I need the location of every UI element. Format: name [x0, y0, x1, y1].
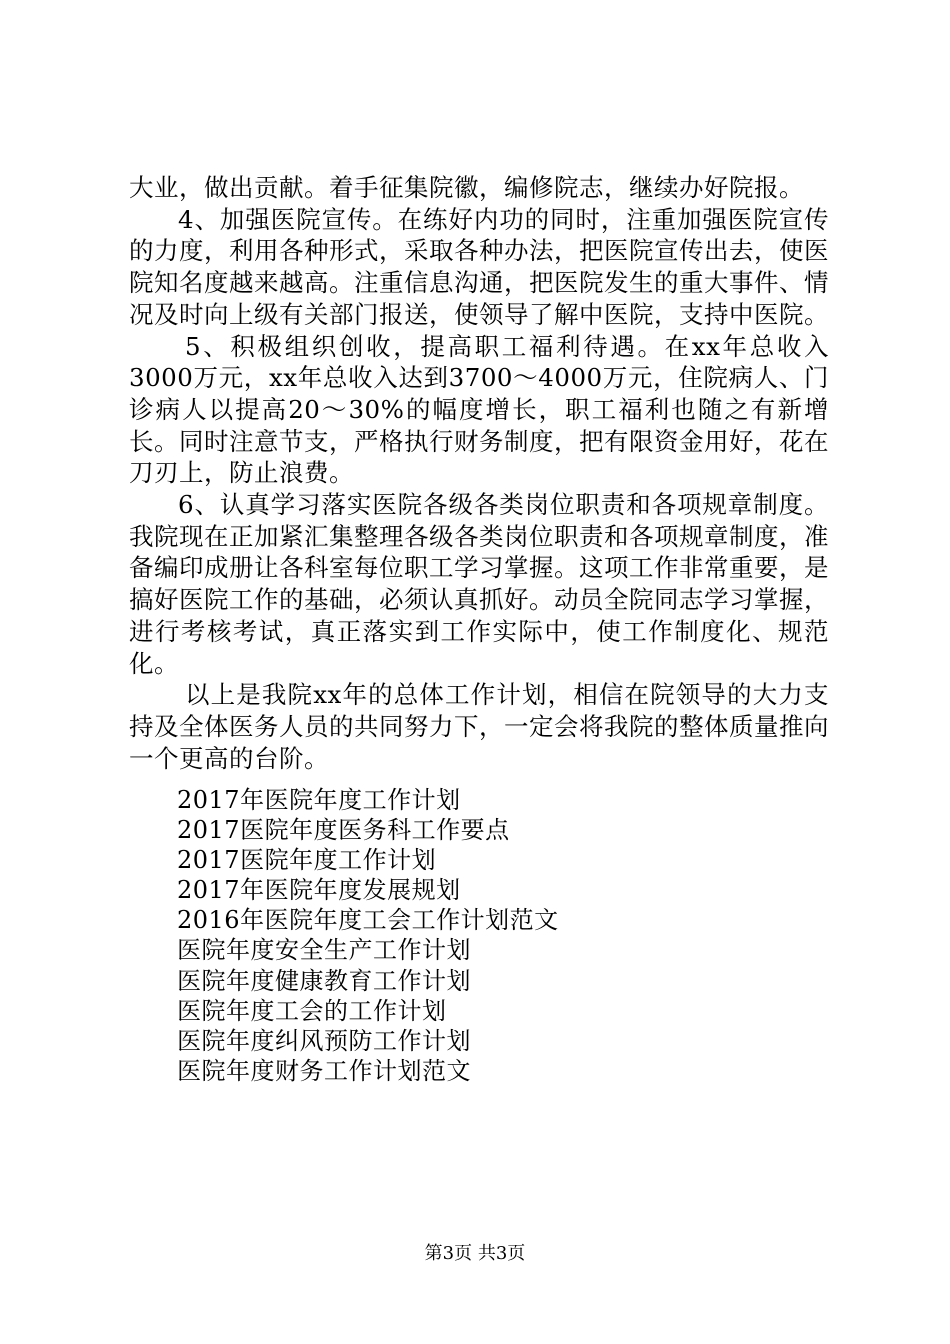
related-link[interactable]: 医院年度安全生产工作计划	[177, 936, 471, 965]
related-link[interactable]: 2017年医院年度发展规划	[177, 876, 461, 905]
paragraph-summary: 以上是我院xx年的总体工作计划，相信在院领导的大力支持及全体医务人员的共同努力下，一定会将我院的整体质量推向一个更高的台阶。	[129, 680, 829, 773]
paragraph-item-5: 5、积极组织创收，提高职工福利待遇。在xx年总收入3000万元，xx年总收入达到3700～4000万元，住院病人、门诊病人以提高20～30%的幅度增长，职工福利也随之有新增长。同时注意节支，严格执行财务制度，把有限资金用好，花在刀刃上，防止浪费。	[129, 331, 829, 488]
page-footer: 第3页 共3页	[424, 1243, 526, 1264]
related-link[interactable]: 医院年度财务工作计划范文	[177, 1056, 471, 1085]
related-link[interactable]: 2017医院年度医务科工作要点	[177, 816, 510, 845]
related-link[interactable]: 2017医院年度工作计划	[177, 846, 437, 875]
document-body	[129, 172, 829, 774]
related-link[interactable]: 医院年度健康教育工作计划	[177, 966, 471, 995]
related-link[interactable]: 2016年医院年度工会工作计划范文	[177, 906, 559, 935]
related-link[interactable]: 医院年度工会的工作计划	[177, 996, 447, 1025]
paragraph-item-6: 6、认真学习落实医院各级各类岗位职责和各项规章制度。我院现在正加紧汇集整理各级各类岗位职责和各项规章制度，准备编印成册让各科室每位职工学习掌握。这项工作非常重要，是搞好医院工作的基础，必须认真抓好。动员全院同志学习掌握，进行考核考试，真正落实到工作实际中，使工作制度化、规范化。	[129, 490, 829, 678]
related-links-list	[177, 785, 559, 1086]
paragraph-continuation: 大业，做出贡献。着手征集院徽，编修院志，继续办好院报。	[129, 173, 804, 202]
related-link[interactable]: 医院年度纠风预防工作计划	[177, 1026, 471, 1055]
paragraph-item-4: 4、加强医院宣传。在练好内功的同时，注重加强医院宣传的力度，利用各种形式，采取各种办法，把医院宣传出去，使医院知名度越来越高。注重信息沟通，把医院发生的重大事件、情况及时向上级有关部门报送，使领导了解中医院，支持中医院。	[129, 204, 829, 329]
related-link[interactable]: 2017年医院年度工作计划	[177, 786, 461, 814]
